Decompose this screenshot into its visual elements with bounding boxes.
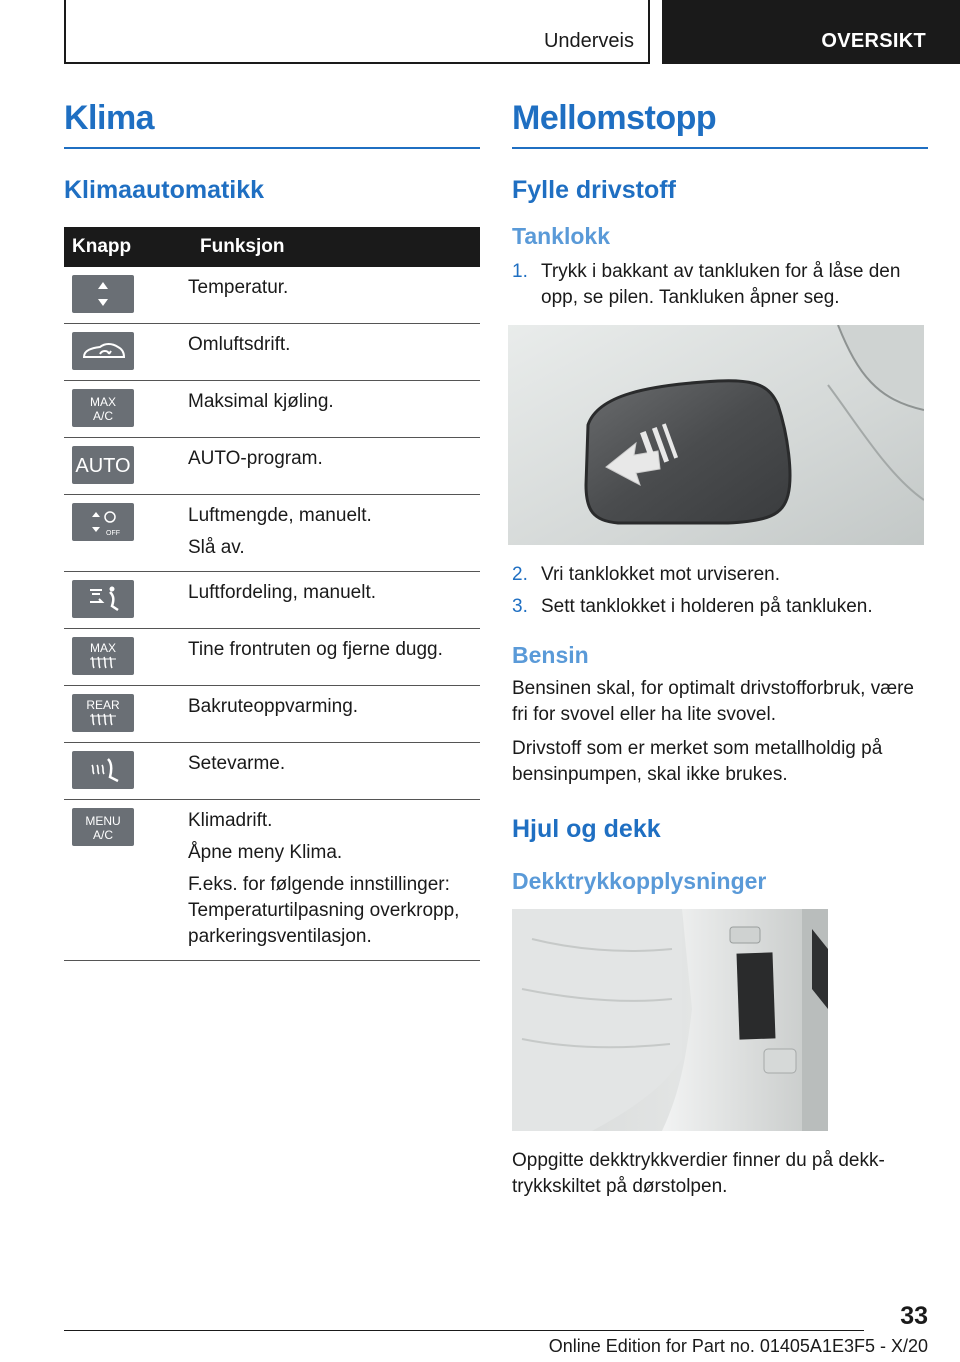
- svg-text:A/C: A/C: [92, 828, 114, 843]
- table-row: [64, 495, 480, 572]
- button-icon-cell: [64, 267, 188, 324]
- climate-buttons-table: [64, 227, 480, 961]
- seat-heating-icon: [72, 751, 134, 789]
- footer-edition: Online Edition for Part no. 01405A1E3F5 - X/20: [548, 1336, 928, 1356]
- function-text: Omluftsdrift.: [188, 334, 291, 356]
- temperature-arrows-icon: [72, 275, 134, 313]
- svg-text:REAR: REAR: [86, 698, 120, 713]
- recirculation-car-icon: [72, 332, 134, 370]
- list-item: [512, 259, 928, 311]
- menu-ac-icon: [72, 808, 134, 846]
- step-number: 2.: [512, 563, 528, 585]
- svg-text:OFF: OFF: [106, 530, 120, 538]
- dekktrykk-heading: Dekktrykkopplysninger: [512, 867, 767, 894]
- table-row: [64, 686, 480, 743]
- button-icon-cell: [64, 495, 188, 572]
- klimaautomatikk-heading: Klimaautomatikk: [64, 176, 265, 205]
- tanklokk-heading: Tanklokk: [512, 223, 610, 250]
- table-row: [64, 743, 480, 800]
- function-cell: [188, 686, 480, 743]
- function-cell: [188, 324, 480, 381]
- function-cell: [188, 495, 480, 572]
- button-icon-cell: [64, 438, 188, 495]
- svg-text:MAX: MAX: [89, 395, 117, 410]
- function-cell: [188, 800, 480, 961]
- function-cell: [188, 743, 480, 800]
- col-knapp-header: Knapp: [64, 227, 188, 267]
- button-icon-cell: [64, 800, 188, 961]
- table-row: [64, 800, 480, 961]
- function-cell: [188, 438, 480, 495]
- step-text: Trykk i bakkant av tankluken for å låse den opp, se pilen. Tankluken åpner seg.: [541, 260, 901, 308]
- list-item: [512, 594, 928, 620]
- list-item: [512, 562, 928, 588]
- left-column: [64, 100, 480, 961]
- auto-icon: [72, 446, 134, 484]
- tab-underveis-label: Underveis: [543, 30, 634, 52]
- function-cell: [188, 572, 480, 629]
- bensin-heading: Bensin: [512, 641, 589, 668]
- step-text: Sett tanklokket i holderen på tankluken.: [541, 595, 873, 617]
- function-text: Bakruteoppvarming.: [188, 696, 359, 718]
- button-icon-cell: [64, 572, 188, 629]
- page-number: 33: [900, 1302, 928, 1330]
- right-column: [512, 100, 928, 1200]
- svg-text:MAX: MAX: [89, 641, 117, 656]
- step-text: Vri tanklokket mot urviseren.: [541, 563, 780, 585]
- page-header: [0, 0, 960, 66]
- function-text: Åpne meny Klima.: [188, 842, 343, 864]
- function-text: Luftmengde, manuelt.: [188, 505, 372, 527]
- klima-heading: Klima: [64, 100, 480, 149]
- steps-list-b: [512, 562, 928, 620]
- button-icon-cell: [64, 381, 188, 438]
- function-text: Luftfordeling, manuelt.: [188, 582, 377, 604]
- air-distribution-icon: [72, 580, 134, 618]
- col-funksjon-header: Funksjon: [188, 227, 480, 267]
- bensin-paragraph-2: Drivstoff som er merket som metallholdig på bensinpumpen, skal ikke brukes.: [512, 737, 883, 785]
- max-ac-icon: [72, 389, 134, 427]
- rear-defrost-icon: [72, 694, 134, 732]
- fuel-flap-photo: [508, 325, 924, 545]
- function-cell: [188, 267, 480, 324]
- function-text: Setevarme.: [188, 753, 286, 775]
- steps-list-a: [512, 259, 928, 311]
- table-header-row: [64, 227, 480, 267]
- footer-divider: [64, 1330, 864, 1331]
- function-text: Maksimal kjøling.: [188, 391, 334, 413]
- tab-oversikt-label: OVERSIKT: [821, 30, 926, 52]
- max-defrost-icon: [72, 637, 134, 675]
- bensin-paragraph-1: Bensinen skal, for optimalt drivstofforbruk, være fri for svovel eller ha lite svovel.: [512, 677, 914, 725]
- function-text: F.eks. for følgende innstillinger: Temperaturtilpasning overkropp, parkeringsventilasjon.: [188, 874, 460, 948]
- table-row: [64, 324, 480, 381]
- svg-text:A/C: A/C: [92, 409, 114, 424]
- function-cell: [188, 629, 480, 686]
- door-pillar-photo: [512, 909, 828, 1131]
- svg-text:AUTO: AUTO: [75, 455, 131, 478]
- button-icon-cell: [64, 324, 188, 381]
- mellomstopp-heading: Mellomstopp: [512, 100, 928, 149]
- button-icon-cell: [64, 743, 188, 800]
- svg-text:MENU: MENU: [85, 814, 121, 829]
- step-number: 1.: [512, 260, 528, 282]
- function-cell: [188, 381, 480, 438]
- tab-oversikt[interactable]: [662, 0, 960, 64]
- table-row: [64, 572, 480, 629]
- dekktrykk-paragraph: Oppgitte dekktrykkverdier finner du på dekktrykkskiltet på dørstolpen.: [512, 1150, 885, 1198]
- tab-underveis[interactable]: [64, 0, 650, 64]
- function-text: Slå av.: [188, 537, 245, 559]
- table-row: [64, 381, 480, 438]
- button-icon-cell: [64, 629, 188, 686]
- table-row: [64, 438, 480, 495]
- function-text: Klimadrift.: [188, 810, 273, 832]
- hjul-og-dekk-heading: Hjul og dekk: [512, 814, 661, 843]
- function-text: Temperatur.: [188, 277, 289, 299]
- fylle-drivstoff-heading: Fylle drivstoff: [512, 176, 676, 205]
- fan-off-icon: [72, 503, 134, 541]
- button-icon-cell: [64, 686, 188, 743]
- function-text: AUTO-program.: [188, 448, 323, 470]
- function-text: Tine frontruten og fjerne dugg.: [188, 639, 443, 661]
- step-number: 3.: [512, 595, 528, 617]
- table-row: [64, 267, 480, 324]
- table-row: [64, 629, 480, 686]
